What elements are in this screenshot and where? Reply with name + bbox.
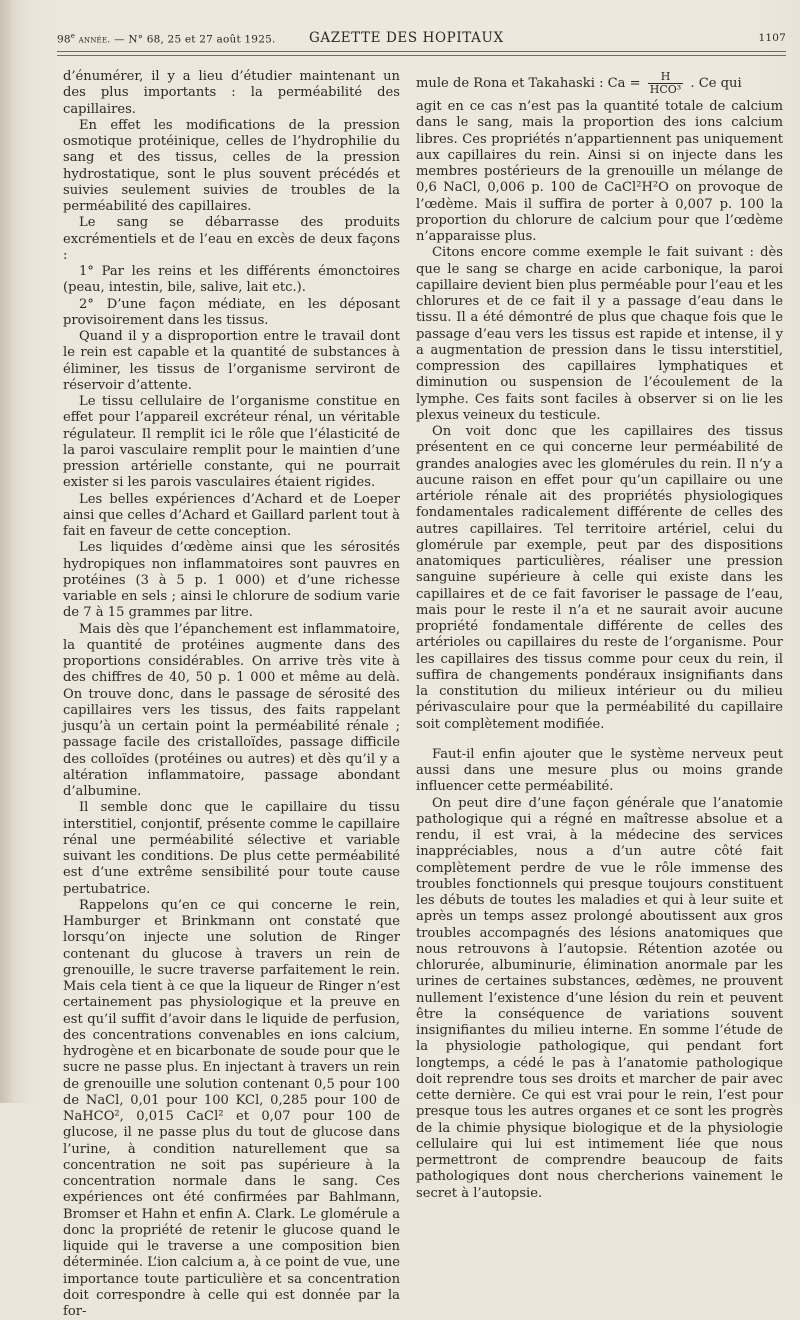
issue-number: 98 (57, 33, 71, 46)
formula-denominator: HCO³ (649, 83, 682, 96)
right-column (416, 69, 783, 1202)
paragraph: 1° Par les reins et les différents émonctoires (peau, intestin, bile, salive, lait etc.). (63, 264, 400, 296)
paragraph: Quand il y a disproportion entre le travail dont le rein est capable et la quantité de substances à éliminer, les tissus de l’organisme serviront de réservoir d’attente. (63, 329, 400, 393)
paragraph: En effet les modifications de la pression osmotique protéinique, celles de l’hydrophilie du sang et des tissus, celles de la pression hydrostatique, sont le plus souvent précédés et suivies seulement suivies de troubles de la perméabilité des capillaires. (63, 117, 400, 214)
issue-date: — N° 68, 25 et 27 août 1925. (114, 33, 276, 46)
paragraph: Il semble donc que le capillaire du tissu interstitiel, conjontif, présente comme le capillaire rénal une perméabilité sélective et variable suivant les conditions. De plus cette perméabilité est d’une extrême sensibilité pour toute cause pertubatrice. (63, 800, 400, 897)
paragraph: On peut dire d’une façon générale que l’anatomie pathologique qui a régné en maîtresse absolue et a rendu, il est vrai, à la médecine des services inappréciables, nous a d’un autre côté fait complètement perdre de vue le rôle immense des troubles fonctionnels qui presque toujours constituent les débuts de toutes les maladies et qui à leur suite et après un temps assez prolongé aboutissent aux gros troubles accompagnés des lésions anatomiques que nous retrouvons à l’autopsie. Rétention azotée ou chlorurée, albuminurie, élimination anormale par les urines de certaines substances, œdèmes, ne prouvent nullement l’existence d’une lésion du rein et peuvent être la conséquence de variations souvent insignifiantes du milieu interne. En somme l’étude de la physiologie pathologique, qui pendant fort longtemps, a cédé le pas à l’anatomie pathologique doit reprendre tous ses droits et marcher de pair avec cette dernière. Ce qui est vrai pour le rein, l’est pour presque tous les autres organes et ce sont les progrès de la chimie physique biologique et de la physiologie cellulaire qui lui est intimement liée que nous permettront de comprendre beaucoup de faits pathologiques dont nous chercherions vainement le secret à l’autopsie. (416, 795, 783, 1201)
paragraph: 2° D’une façon médiate, en les déposant provisoirement dans les tissus. (63, 296, 400, 328)
paragraph: Les liquides d’œdème ainsi que les sérosités hydropiques non inflammatoires sont pauvres en protéines (3 à 5 p. 1 000) et d’une richesse variable en sels ; ainsi le chlorure de sodium varie de 7 à 15 grammes par litre. (63, 540, 400, 621)
paragraph: d’énumérer, il y a lieu d’étudier maintenant un des plus importants : la perméabilité des capillaires. (63, 69, 400, 117)
paragraph: agit en ce cas n’est pas la quantité totale de calcium dans le sang, mais la proportion des ions calcium libres. Ces propriétés n’appartiennent pas uniquement aux capillaires du rein. Ainsi si on injecte dans les membres postérieurs de la grenouille un mélange de 0,6 NaCl, 0,006 p. 100 de CaCl²H²O on provoque de l’œdème. Mais il suffira de porter à 0,007 p. 100 la proportion du chlorure de calcium pour que l’œdème n’apparaisse plus. (416, 99, 783, 244)
page-number: 1107 (758, 32, 786, 44)
paragraph: On voit donc que les capillaires des tissus présentent en ce qui concerne leur perméabilité de grandes analogies avec les glomérules du rein. Il n’y a aucune raison en effet pour qu’un capillaire ou une artériole rénale ait des propriétés physiologiques fondamentales radicalement différente de celles des autres capillaires. Tel territoire artériel, celui du glomérule par exemple, peut par des dispositions anatomiques particulières, réaliser une pression sanguine supérieure à celle qui existe dans les capillaires et de ce fait favoriser le passage de l’eau, mais pour le reste il n’a et ne saurait avoir aucune propriété fondamentale différente de celles des artérioles ou capillaires du reste de l’organisme. Pour les capillaires des tissus comme pour ceux du rein, il suffira de changements pondéraux insignifiants dans la constitution du milieux intérieur ou du milieu périvasculaire pour que la perméabilité du capillaire soit complètement modifiée. (416, 424, 783, 732)
paragraph: Faut-il enfin ajouter que le système nerveux peut aussi dans une mesure plus ou moins grande influencer cette perméabilité. (416, 746, 783, 795)
paragraph: Rappelons qu’en ce qui concerne le rein, Hamburger et Brinkmann ont constaté que lorsqu’on injecte une solution de Ringer contenant du glucose à travers un rein de grenouille, le sucre traverse parfaitement le rein. Mais cela tient à ce que la liqueur de Ringer n’est certainement pas physiologique et la preuve en est qu’il suffit d’avoir dans le liquide de perfusion, des concentrations convenables en ions calcium, hydrogène et en bicarbonate de soude pour que le sucre ne passe plus. En injectant à travers un rein de grenouille une solution contenant 0,5 pour 100 de NaCl, 0,01 pour 100 KCl, 0,285 pour 100 de NaHCO², 0,015 CaCl² et 0,07 pour 100 de glucose, il ne passe plus du tout de glucose dans l’urine, à condition naturellement que sa concentration ne soit pas supérieure à la concentration normale dans le sang. Ces expériences ont été confirmées par Bahlmann, Bromser et Hahn et enfin A. Clark. Le glomérule a donc la propriété de retenir le glucose quand le liquide qui le traverse a une composition bien déterminée. L’ion calcium a, à ce point de vue, une importance toute particulière et sa concentration doit correspondre à celle qui est donnée par la for- (63, 897, 400, 1319)
paragraph: Les belles expériences d’Achard et de Loeper ainsi que celles d’Achard et Gaillard parlent tout à fait en faveur de cette conception. (63, 491, 400, 539)
formula-prefix: mule de Rona et Takahaski : Ca = (416, 76, 641, 91)
issue-number-suffix: e (70, 32, 76, 40)
left-column (63, 69, 400, 1320)
formula-paragraph (416, 69, 783, 99)
journal-title: GAZETTE DES HOPITAUX (309, 30, 504, 46)
issue-year-label: année. (78, 34, 111, 46)
formula-suffix: . Ce qui (690, 76, 742, 91)
formula-numerator: H (648, 71, 683, 84)
paragraph: Le sang se débarrasse des produits excrémentiels et de l’eau en excès de deux façons : (63, 215, 400, 263)
paragraph: Mais dès que l’épanchement est inflammatoire, la quantité de protéines augmente dans des proportions considérables. On arrive très vite à des chiffres de 40, 50 p. 1 000 et même au delà. On trouve donc, dans le passage de sérosité des capillaires vers les tissus, des faits rappelant jusqu’à un certain point la perméabilité rénale ; passage facile des cristalloïdes, passage difficile des colloïdes (protéines ou autres) et dès qu’il y a altération inflammatoire, passage abondant d’albumine. (63, 621, 400, 799)
page-header (57, 28, 786, 52)
paragraph: Le tissu cellulaire de l’organisme constitue en effet pour l’appareil excréteur rénal, un véritable régulateur. Il remplit ici le rôle que l’élasticité de la paroi vasculaire remplit pour le maintien d’une pression artérielle constante, qui ne pourrait exister si les parois vasculaires étaient rigides. (63, 394, 400, 491)
page-binding-shadow (0, 0, 14, 1103)
issue-info (57, 32, 276, 46)
paragraph: Citons encore comme exemple le fait suivant : dès que le sang se charge en acide carbonique, la paroi capillaire devient bien plus perméable pour l’eau et les chlorures et de ce fait il y a passage d’eau dans le tissu. Il a été démontré de plus que chaque fois que le passage d’eau vers les tissus est rapide et intense, il y a augmentation de pression dans le tissu interstitiel, compression des capillaires lymphatiques et diminution ou suspension de l’écoulement de la lymphe. Ces faits sont faciles à observer si on lie les plexus veineux du testicule. (416, 245, 783, 423)
calcium-formula (648, 71, 683, 96)
header-rule (57, 51, 786, 56)
